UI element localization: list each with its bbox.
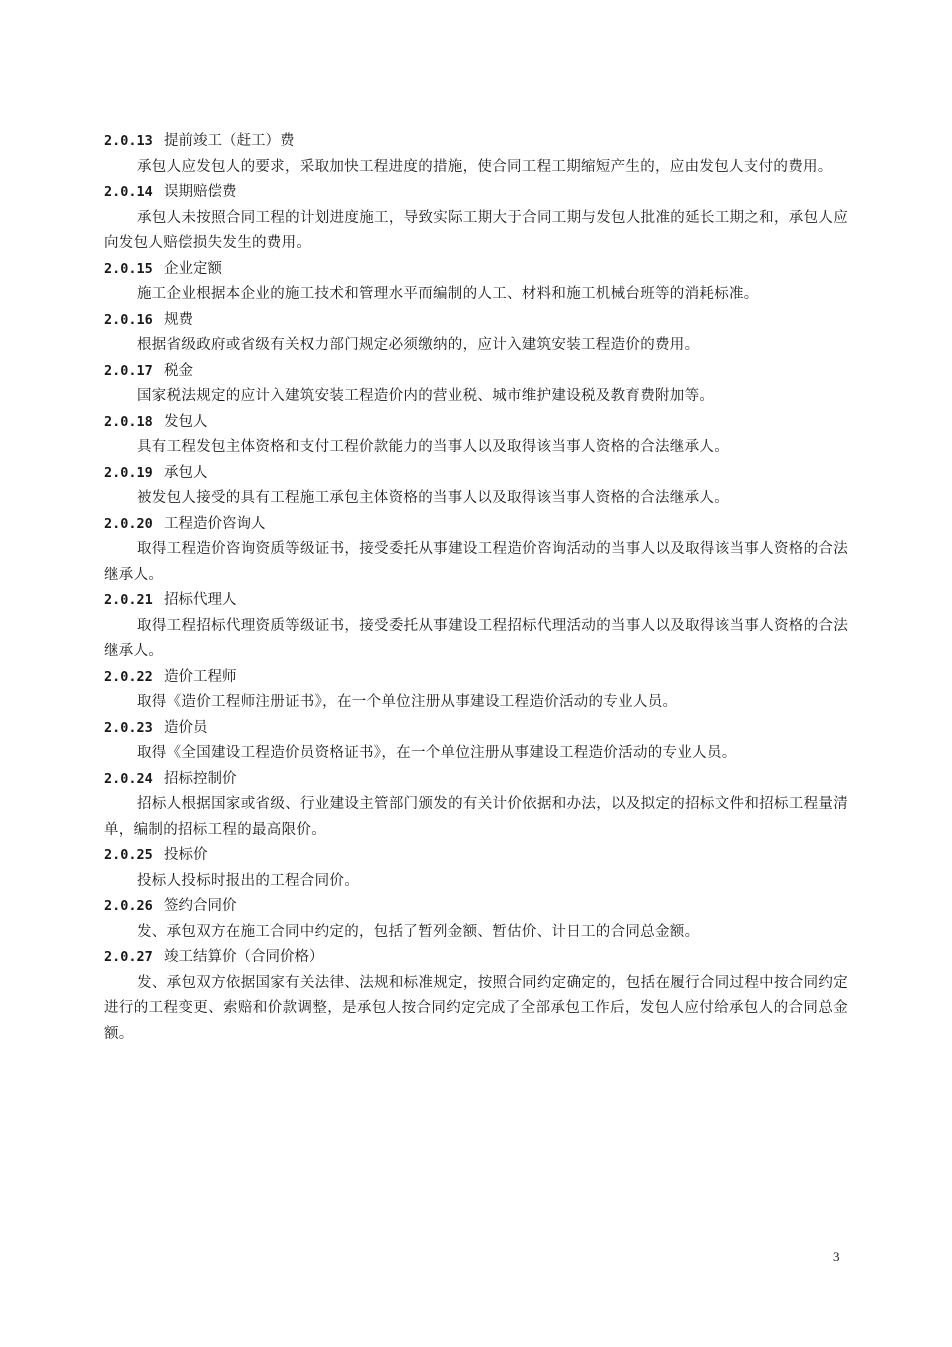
glossary-entry [104, 894, 848, 945]
entry-definition: 根据省级政府或省级有关权力部门规定必须缴纳的，应计入建筑安装工程造价的费用。 [137, 337, 700, 353]
entry-heading [104, 843, 848, 869]
entry-definition: 取得工程招标代理资质等级证书，接受委托从事建设工程招标代理活动的当事人以及取得该当事人资格的合法继承人。 [104, 617, 848, 659]
entry-number: 2.0.20 [104, 515, 153, 532]
entry-heading [104, 716, 848, 742]
entry-number: 2.0.18 [104, 413, 153, 430]
entry-number: 2.0.13 [104, 133, 153, 149]
entry-number: 2.0.16 [104, 311, 153, 328]
entry-heading [104, 461, 848, 487]
entry-number: 2.0.19 [104, 464, 153, 481]
glossary-entry [104, 359, 848, 410]
entry-number: 2.0.22 [104, 668, 153, 685]
entry-heading [104, 308, 848, 334]
entry-definition: 国家税法规定的应计入建筑安装工程造价内的营业税、城市维护建设税及教育费附加等。 [137, 388, 715, 404]
glossary-entry [104, 665, 848, 716]
glossary-entry [104, 767, 848, 844]
entry-term: 造价工程师 [164, 668, 237, 685]
entry-number: 2.0.23 [104, 719, 153, 736]
entry-term: 误期赔偿费 [164, 184, 237, 200]
entry-heading [104, 665, 848, 691]
entry-heading [104, 767, 848, 793]
entry-number: 2.0.24 [104, 770, 153, 787]
entry-heading [104, 410, 848, 436]
entry-term: 造价员 [164, 719, 208, 736]
entry-term: 招标控制价 [164, 770, 237, 787]
glossary-entry [104, 512, 848, 589]
glossary-entry [104, 410, 848, 461]
entry-definition: 承包人应发包人的要求，采取加快工程进度的措施，使合同工程工期缩短产生的，应由发包人支付的费用。 [137, 158, 833, 175]
entry-number: 2.0.15 [104, 260, 153, 277]
entry-term: 提前竣工（赶工）费 [164, 133, 295, 149]
entry-term: 竣工结算价（合同价格） [164, 949, 324, 965]
entry-term: 企业定额 [164, 260, 222, 277]
entry-term: 招标代理人 [164, 592, 237, 608]
entry-heading [104, 512, 848, 538]
entry-definition: 取得工程造价咨询资质等级证书，接受委托从事建设工程造价咨询活动的当事人以及取得该当事人资格的合法继承人。 [104, 541, 848, 583]
glossary-entry [104, 461, 848, 512]
entry-heading [104, 180, 848, 206]
glossary-entry [104, 129, 848, 180]
entry-heading [104, 894, 848, 920]
entry-number: 2.0.21 [104, 592, 153, 608]
glossary-entry [104, 716, 848, 767]
entry-definition: 发、承包双方在施工合同中约定的，包括了暂列金额、暂估价、计日工的合同总金额。 [137, 923, 700, 940]
entry-term: 工程造价咨询人 [164, 515, 266, 532]
entry-definition: 发、承包双方依据国家有关法律、法规和标准规定，按照合同约定确定的，包括在履行合同过程中按合同约定进行的工程变更、索赔和价款调整，是承包人按合同约定完成了全部承包工作后，发包人应付给承包人的合同总金额。 [104, 974, 848, 1042]
entry-definition: 承包人未按照合同工程的计划进度施工，导致实际工期大于合同工期与发包人批准的延长工期之和，承包人应向发包人赔偿损失发生的费用。 [104, 209, 848, 251]
entry-definition: 投标人投标时报出的工程合同价。 [137, 872, 359, 889]
entry-number: 2.0.27 [104, 949, 153, 965]
entry-definition: 取得《全国建设工程造价员资格证书》，在一个单位注册从事建设工程造价活动的专业人员。 [137, 745, 737, 761]
entry-definition: 被发包人接受的具有工程施工承包主体资格的当事人以及取得该当事人资格的合法继承人。 [137, 490, 729, 506]
entry-number: 2.0.26 [104, 898, 153, 914]
entry-definition: 招标人根据国家或省级、行业建设主管部门颁发的有关计价依据和办法，以及拟定的招标文件和招标工程量清单，编制的招标工程的最高限价。 [104, 796, 848, 838]
entry-term: 签约合同价 [164, 898, 237, 914]
entry-definition: 具有工程发包主体资格和支付工程价款能力的当事人以及取得该当事人资格的合法继承人。 [137, 439, 729, 455]
entry-heading [104, 129, 848, 155]
entry-term: 发包人 [164, 413, 208, 430]
glossary-entry [104, 588, 848, 665]
entry-heading [104, 359, 848, 385]
glossary-entry [104, 308, 848, 359]
entry-term: 承包人 [164, 464, 208, 481]
glossary-entry [104, 843, 848, 894]
entry-number: 2.0.17 [104, 362, 153, 379]
glossary-entry [104, 180, 848, 257]
glossary-entry [104, 945, 848, 1047]
entry-definition: 施工企业根据本企业的施工技术和管理水平而编制的人工、材料和施工机械台班等的消耗标准。 [137, 286, 759, 302]
entry-number: 2.0.25 [104, 847, 153, 863]
entry-heading [104, 588, 848, 614]
page-number: 3 [833, 1249, 840, 1264]
entry-number: 2.0.14 [104, 184, 153, 200]
entry-term: 投标价 [164, 847, 208, 863]
entry-term: 税金 [164, 362, 193, 379]
entry-heading [104, 257, 848, 283]
document-body [104, 129, 848, 1047]
entry-term: 规费 [164, 311, 193, 328]
glossary-entry [104, 257, 848, 308]
entry-heading [104, 945, 848, 971]
entry-definition: 取得《造价工程师注册证书》，在一个单位注册从事建设工程造价活动的专业人员。 [137, 694, 678, 710]
